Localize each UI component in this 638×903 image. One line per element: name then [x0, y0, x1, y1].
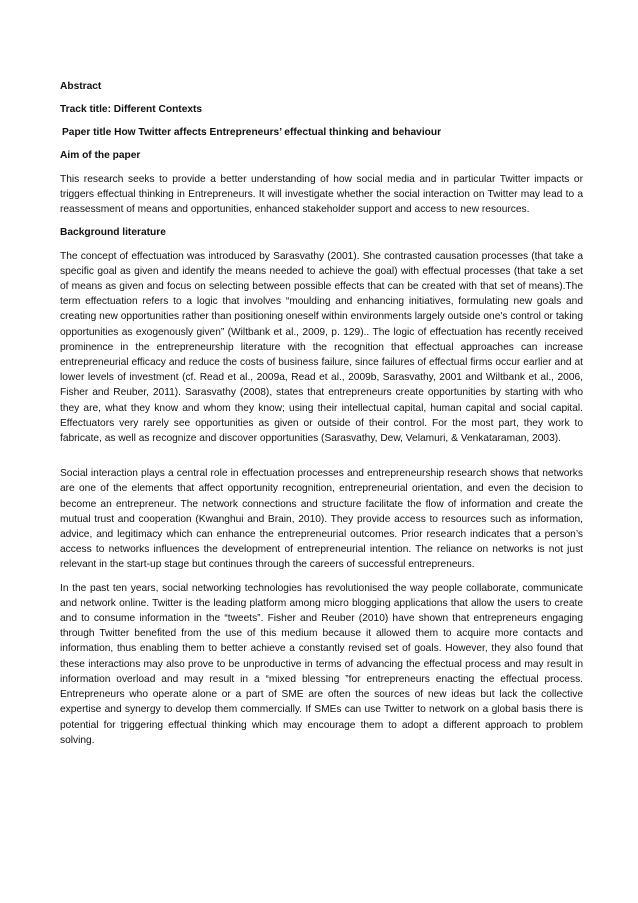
document-page [60, 80, 583, 756]
track-title: Track title: Different Contexts [60, 104, 203, 115]
abstract-heading: Abstract [60, 81, 102, 92]
aim-heading: Aim of the paper [60, 150, 141, 161]
aim-paragraph: This research seeks to provide a better understanding of how social media and in particular Twitter impacts or triggers effectual thinking in Entrepreneurs. It will investigate whether the social interaction on Twitter may lead to a reassessment of means and opportunities, enhanced stakeholder support and access to new resources. [60, 174, 583, 216]
background-heading: Background literature [60, 226, 166, 238]
background-paragraph-3: In the past ten years, social networking technologies has revolutionised the way people collaborate, communicate and network online. Twitter is the leading platform among micro blogging applications that allow the users to create and to consume information in the “tweets”. Fisher and Reuber (2010) have shown that entrepreneurs engaging through Twitter benefited from the use of this medium because it allowed them to acquire more contacts and information, thus enabling them to better achieve a constantly revised set of goals. However, they also found that these interactions may also prove to be unproductive in terms of advancing the effectual process and may result in information overload and may result in a “mixed blessing ”for entrepreneurs enacting the effectual process. Entrepreneurs who operate alone or a part of SME are often the sources of new ideas but lack the collective expertise and synergy to develop them commercially. If SMEs can use Twitter to network on a global basis there is potential for triggering effectual thinking which may encourage them to adopt a different approach to problem solving. [60, 582, 583, 746]
paper-title: Paper title How Twitter affects Entrepreneurs’ effectual thinking and behaviour [62, 127, 442, 138]
background-paragraph-2: Social interaction plays a central role in effectuation processes and entrepreneurship research shows that networks are one of the elements that affect opportunity recognition, entrepreneurial orientation, and even the decision to become an entrepreneur. The network connections and structure facilitate the flow of information and create the mutual trust and cooperation (Kwanghui and Brain, 2010). They provide access to resources such as information, advice, and legitimacy which can enhance the entrepreneurial outcomes. Prior research indicates that a person’s access to networks influences the development of entrepreneurial intention. The reliance on networks is not just relevant in the start-up stage but continues through the careers of successful entrepreneurs. [60, 468, 583, 571]
background-paragraph-1: The concept of effectuation was introduced by Sarasvathy (2001). She contrasted causation processes (that take a specific goal as given and identify the means needed to achieve the goal) with effectual processes (that take a set of means as given and focus on selecting between possible effects that can be created with that set of means).The term effectuation refers to a logic that involves “moulding and enhancing initiatives, formulating new goals and creating new opportunities rather than positioning oneself within environments largely outside one's control or taking opportunities as exogenously given” (Wiltbank et al., 2009, p. 129).. The logic of effectuation has recently received prominence in the entrepreneurship literature with the recognition that effectual approaches can increase entrepreneurial efficacy and reduce the costs of business failure, since failures of effectual firms occur earlier and at lower levels of investment (cf. Read et al., 2009a, Read et al., 2009b, Sarasvathy, 2001 and Wiltbank et al., 2006, Fisher and Reuber, 2011). Sarasvathy (2008), states that entrepreneurs create opportunities by starting with who they are, what they know and whom they know; using their intellectual capital, human capital and social capital. Effectuators very rarely see opportunities as given or outside of their control. For the most part, they work to fabricate, as well as recognize and discover opportunities (Sarasvathy, Dew, Velamuri, & Venkataraman, 2003). [60, 250, 583, 445]
